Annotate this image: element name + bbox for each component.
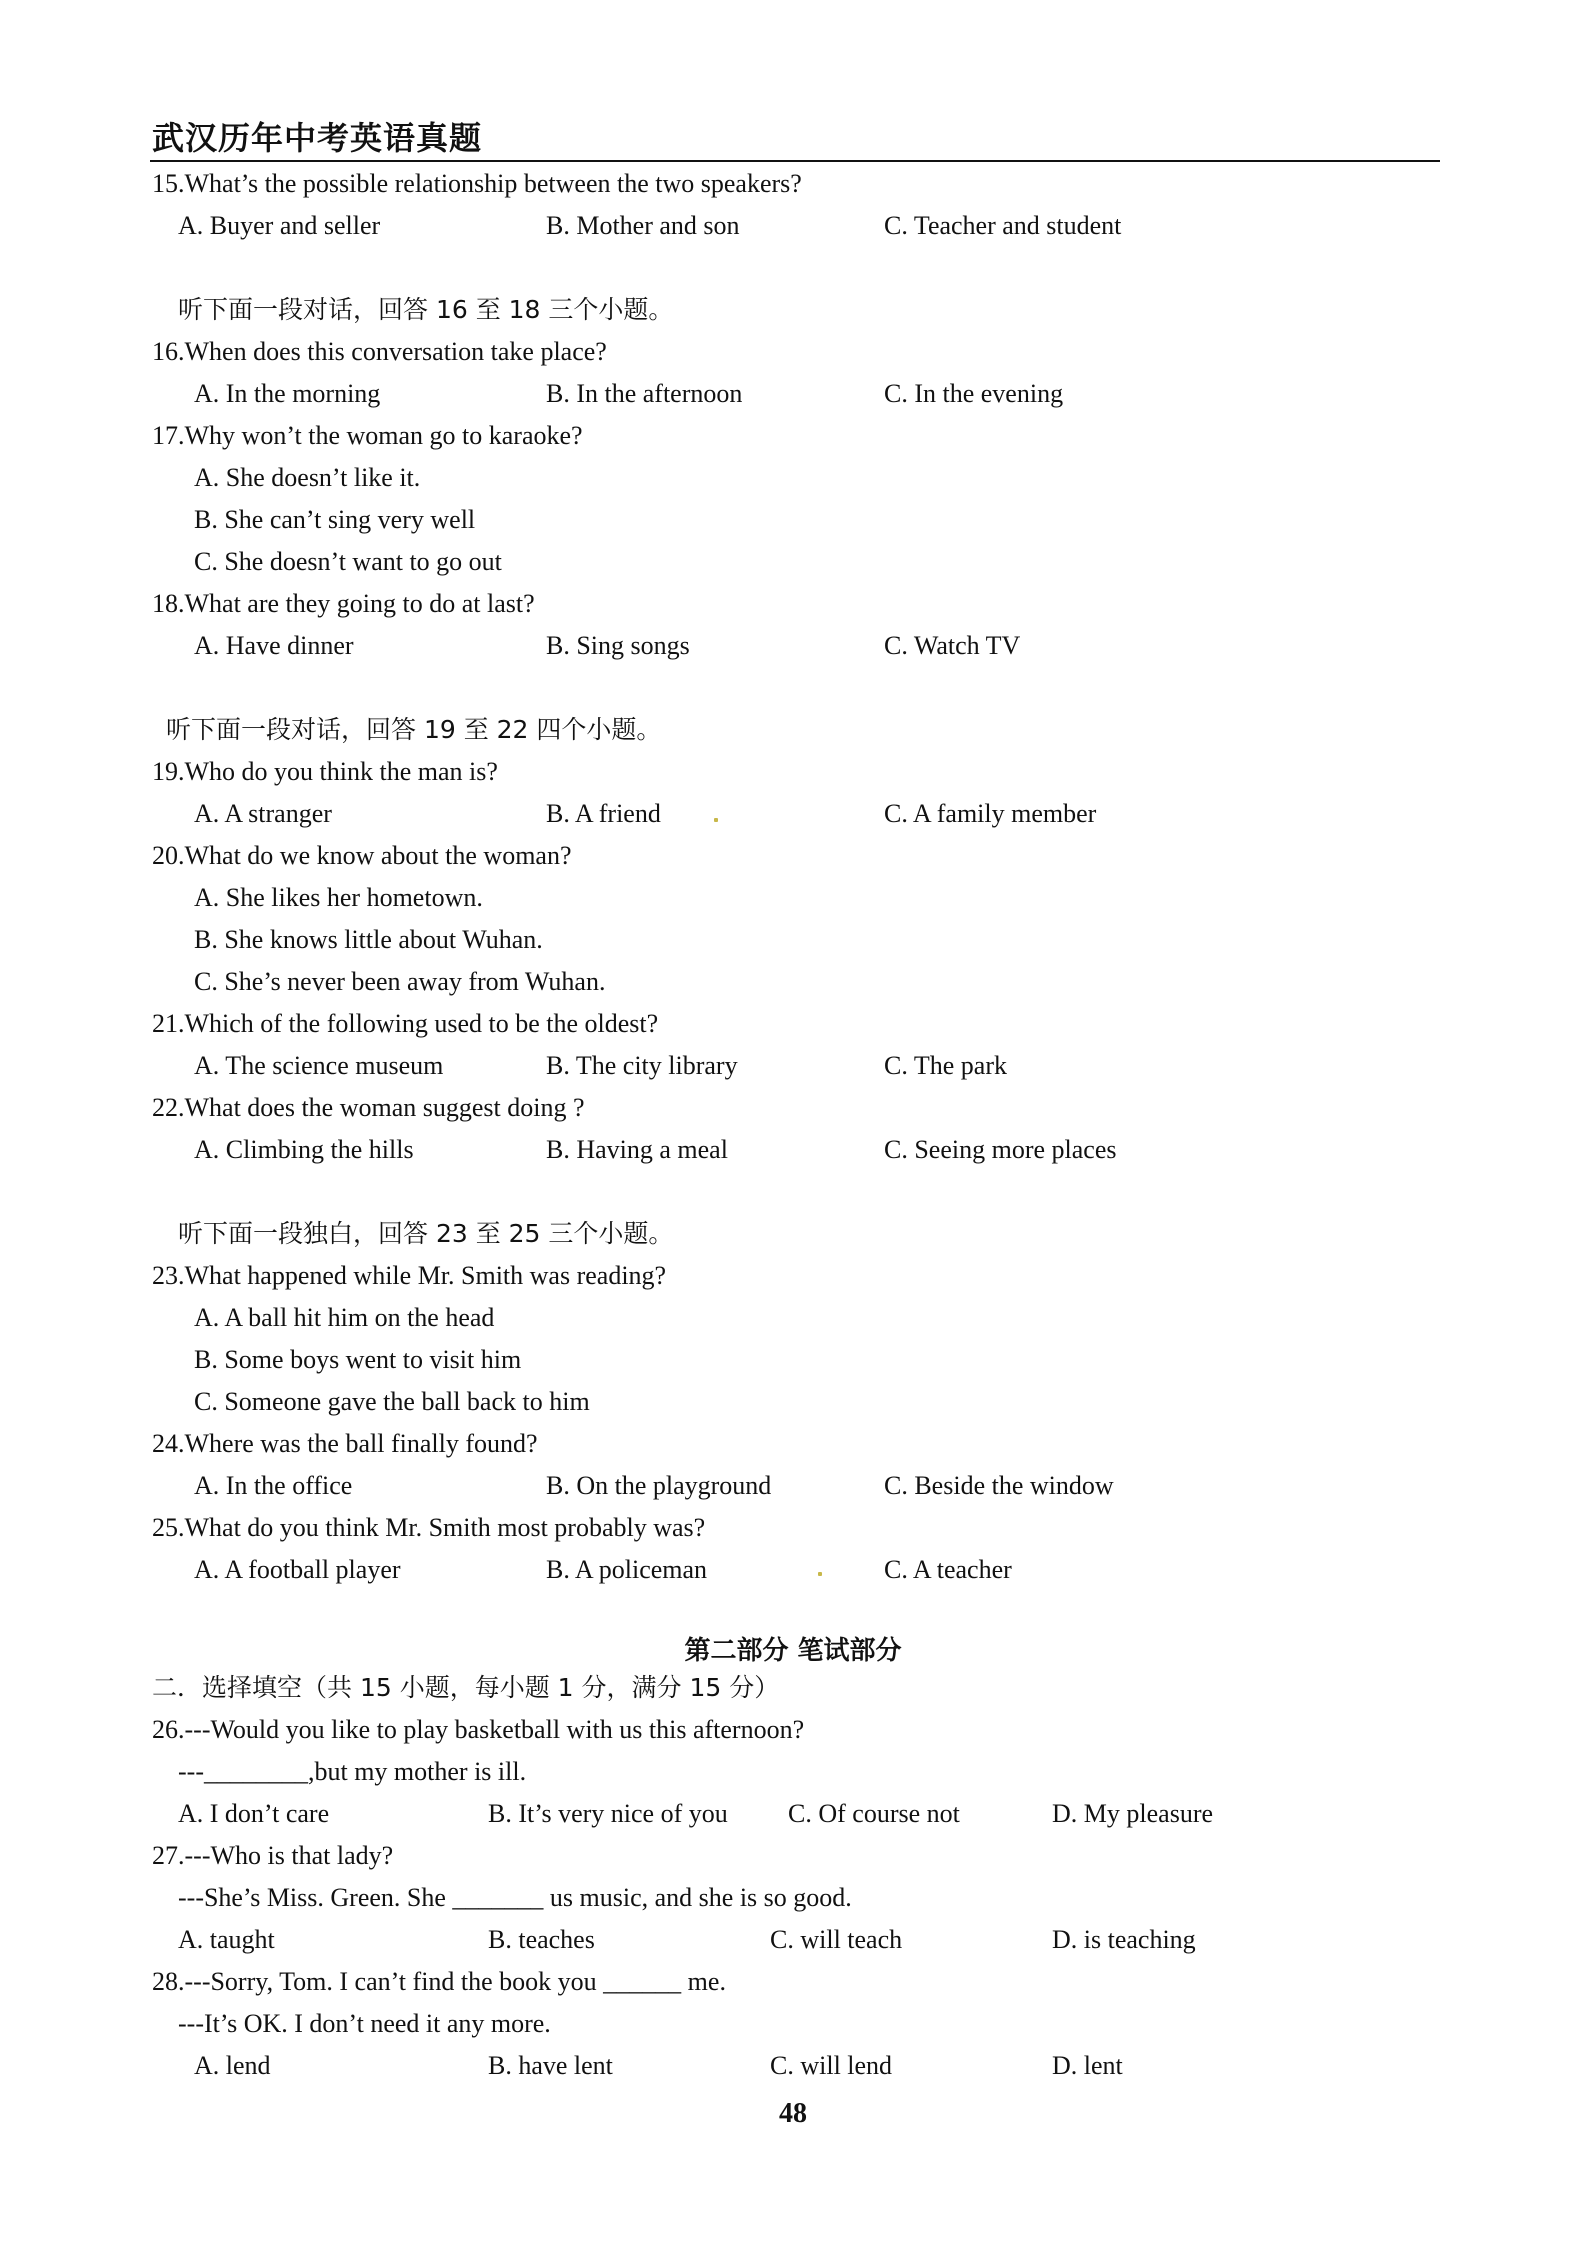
instruction-19-22: 听下面一段对话，回答 19 至 22 四个小题。 (166, 715, 662, 744)
question-15: 15.What’s the possible relationship between the two speakers? (152, 169, 802, 198)
q26-option-a: A. I don’t care (178, 1799, 330, 1828)
q24-option-c: C. Beside the window (884, 1471, 1114, 1500)
q16-option-c: C. In the evening (884, 379, 1064, 408)
q16-option-a: A. In the morning (194, 379, 381, 408)
question-21: 21.Which of the following used to be the oldest? (152, 1009, 659, 1038)
q28-dialogue-reply: ---It’s OK. I don’t need it any more. (178, 2009, 551, 2038)
question-23: 23.What happened while Mr. Smith was reading? (152, 1261, 667, 1290)
q21-option-c: C. The park (884, 1051, 1007, 1080)
q17-option-c: C. She doesn’t want to go out (194, 547, 502, 576)
q15-option-c: C. Teacher and student (884, 211, 1122, 240)
q19-option-c: C. A family member (884, 799, 1097, 828)
q26-option-b: B. It’s very nice of you (488, 1799, 728, 1828)
q23-option-b: B. Some boys went to visit him (194, 1345, 522, 1374)
q22-option-a: A. Climbing the hills (194, 1135, 414, 1164)
header-divider (150, 160, 1440, 162)
q22-option-c: C. Seeing more places (884, 1135, 1117, 1164)
question-25: 25.What do you think Mr. Smith most probably was? (152, 1513, 706, 1542)
question-24: 24.Where was the ball finally found? (152, 1429, 538, 1458)
q16-option-b: B. In the afternoon (546, 379, 743, 408)
q18-option-a: A. Have dinner (194, 631, 354, 660)
question-16: 16.When does this conversation take place? (152, 337, 607, 366)
q22-option-b: B. Having a meal (546, 1135, 728, 1164)
q27-option-c: C. will teach (770, 1925, 903, 1954)
q28-option-d: D. lent (1052, 2051, 1123, 2080)
question-27: 27.---Who is that lady? (152, 1841, 394, 1870)
q17-option-a: A. She doesn’t like it. (194, 463, 421, 492)
q21-option-a: A. The science museum (194, 1051, 444, 1080)
page-number: 48 (779, 2098, 807, 2129)
q18-option-c: C. Watch TV (884, 631, 1021, 660)
q20-option-b: B. She knows little about Wuhan. (194, 925, 543, 954)
q27-option-b: B. teaches (488, 1925, 595, 1954)
q28-option-b: B. have lent (488, 2051, 613, 2080)
q25-option-b: B. A policeman (546, 1555, 708, 1584)
q18-option-b: B. Sing songs (546, 631, 690, 660)
q28-option-a: A. lend (194, 2051, 271, 2080)
q21-option-b: B. The city library (546, 1051, 738, 1080)
q27-option-d: D. is teaching (1052, 1925, 1196, 1954)
q24-option-b: B. On the playground (546, 1471, 772, 1500)
q24-option-a: A. In the office (194, 1471, 353, 1500)
q23-option-a: A. A ball hit him on the head (194, 1303, 495, 1332)
q27-option-a: A. taught (178, 1925, 275, 1954)
scan-speck (818, 1572, 822, 1576)
part-two-title: 第二部分 笔试部分 (684, 1636, 902, 1666)
q23-option-c: C. Someone gave the ball back to him (194, 1387, 590, 1416)
instruction-16-18: 听下面一段对话，回答 16 至 18 三个小题。 (178, 295, 674, 324)
q15-option-a: A. Buyer and seller (178, 211, 381, 240)
q15-option-b: B. Mother and son (546, 211, 740, 240)
q17-option-b: B. She can’t sing very well (194, 505, 476, 534)
q26-dialogue-reply: ---________,but my mother is ill. (178, 1757, 527, 1786)
q20-option-c: C. She’s never been away from Wuhan. (194, 967, 606, 996)
scan-speck (714, 818, 718, 822)
q27-dialogue-reply: ---She’s Miss. Green. She _______ us music, and she is so good. (178, 1883, 852, 1912)
q26-option-c: C. Of course not (788, 1799, 960, 1828)
question-18: 18.What are they going to do at last? (152, 589, 535, 618)
q19-option-a: A. A stranger (194, 799, 332, 828)
question-17: 17.Why won’t the woman go to karaoke? (152, 421, 583, 450)
q25-option-c: C. A teacher (884, 1555, 1012, 1584)
q19-option-b: B. A friend (546, 799, 661, 828)
question-20: 20.What do we know about the woman? (152, 841, 572, 870)
question-26: 26.---Would you like to play basketball with us this afternoon? (152, 1715, 805, 1744)
q26-option-d: D. My pleasure (1052, 1799, 1214, 1828)
q20-option-a: A. She likes her hometown. (194, 883, 483, 912)
question-19: 19.Who do you think the man is? (152, 757, 498, 786)
section-two-heading: 二．选择填空（共 15 小题，每小题 1 分，满分 15 分） (152, 1673, 780, 1702)
q28-option-c: C. will lend (770, 2051, 893, 2080)
question-28: 28.---Sorry, Tom. I can’t find the book you ______ me. (152, 1967, 726, 1996)
question-22: 22.What does the woman suggest doing ? (152, 1093, 585, 1122)
page-header-title: 武汉历年中考英语真题 (152, 119, 483, 157)
q25-option-a: A. A football player (194, 1555, 401, 1584)
instruction-23-25: 听下面一段独白，回答 23 至 25 三个小题。 (178, 1219, 674, 1248)
